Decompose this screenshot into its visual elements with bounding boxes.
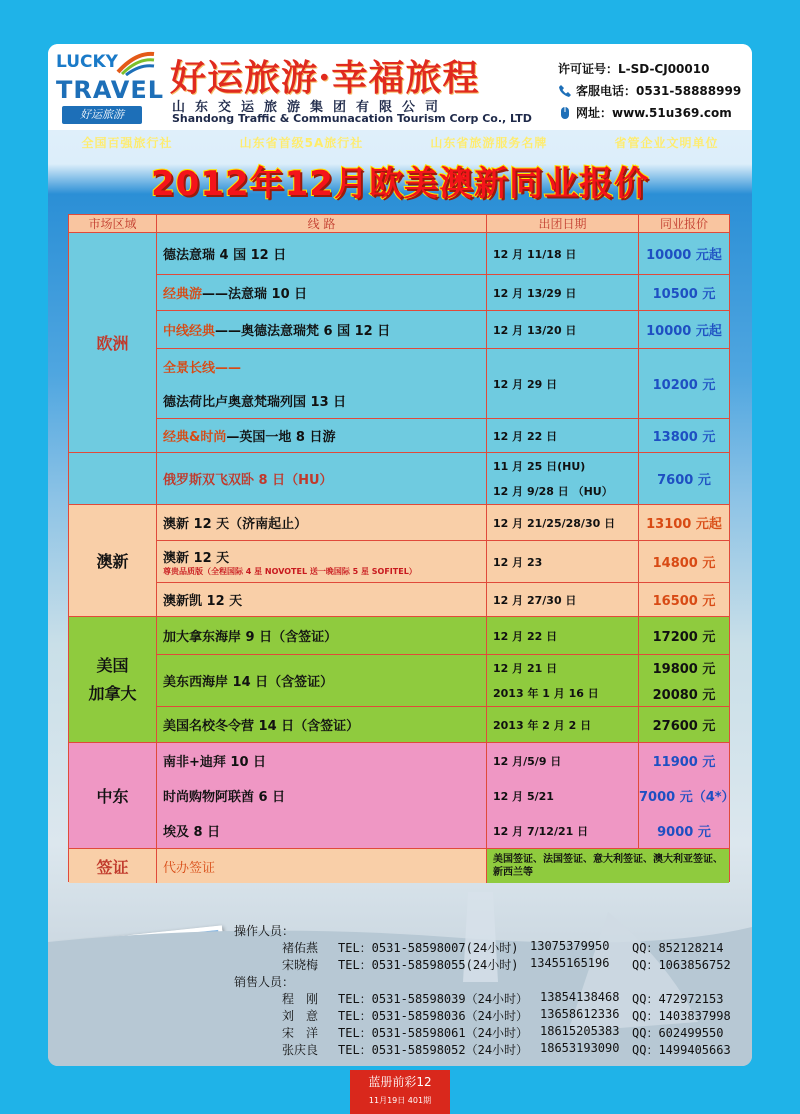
- date-cell: [487, 233, 639, 275]
- price-text: 10200 元: [652, 378, 716, 393]
- date-cell: [487, 505, 639, 541]
- staff-name: 褚佑燕: [282, 941, 319, 955]
- badge-4: 省管企业文明单位: [614, 136, 719, 150]
- staff-row: [234, 1007, 731, 1024]
- price-cell: [639, 617, 729, 655]
- header: [48, 44, 752, 130]
- date-text: 12 月 9/28 日 （HU）: [493, 485, 613, 499]
- staff-tel: TEL：0531-58598007(24小时): [338, 941, 519, 955]
- price-text: 11900 元: [652, 755, 716, 770]
- table-row: [157, 583, 487, 617]
- price-text: 10000 元起: [646, 248, 722, 263]
- table-row: [157, 349, 487, 419]
- honor-badges: [48, 132, 752, 154]
- slogan: 好运旅游·幸福旅程: [170, 57, 480, 99]
- staff-row: [234, 1041, 731, 1058]
- region-europe: 欧洲: [69, 233, 157, 453]
- date-text: 12 月 11/18 日: [493, 247, 577, 261]
- table-row: [157, 707, 487, 743]
- header-route: 线 路: [157, 215, 487, 233]
- date-text: 12 月 5/21: [493, 789, 554, 803]
- staff-tel: TEL：0531-58598061（24小时）: [338, 1026, 529, 1040]
- region-canada: 加拿大: [88, 683, 137, 703]
- badge-1: 全国百强旅行社: [81, 136, 173, 150]
- staff-tel: TEL：0531-58598036（24小时）: [338, 1009, 529, 1023]
- region-aus-nz: 澳新: [69, 505, 157, 617]
- price-text: 27600 元: [652, 719, 716, 734]
- price-text: 20080 元: [652, 687, 716, 703]
- page-footer: [350, 1070, 450, 1114]
- route-text: 加大拿东海岸 9 日（含签证）: [163, 630, 338, 645]
- date-text: 12 月/5/9 日: [493, 754, 562, 768]
- lucky-travel-logo: [54, 50, 165, 124]
- date-text: 11 月 25 日(HU): [493, 459, 586, 473]
- table-row: [157, 311, 487, 349]
- price-cell: [639, 233, 729, 275]
- staff-tel: TEL：0531-58598052（24小时）: [338, 1043, 529, 1057]
- phone-row: [558, 80, 741, 102]
- date-text: 12 月 22 日: [493, 629, 558, 643]
- price-text: 14800 元: [652, 556, 716, 571]
- table-row: [157, 849, 487, 883]
- staff-contacts: [234, 922, 731, 1058]
- price-cell: [639, 707, 729, 743]
- date-cell: [487, 419, 639, 453]
- staff-qq: QQ：602499550: [632, 1026, 724, 1040]
- price-text: 13100 元起: [646, 517, 722, 532]
- route-text: 中线经典: [163, 324, 216, 339]
- website: 网址：www.51u369.com: [576, 106, 732, 120]
- date-text: 12 月 13/20 日: [493, 323, 577, 337]
- date-cell: [487, 743, 639, 849]
- price-cell: [639, 743, 735, 849]
- route-text: 德法意瑞 4 国 12 日: [163, 248, 287, 263]
- date-cell: [487, 655, 639, 707]
- route-text: 全景长线——: [163, 360, 242, 376]
- badge-3: 山东省旅游服务名牌: [430, 136, 548, 150]
- license-row: [558, 58, 741, 80]
- price-text: 7000 元（4*）: [639, 790, 735, 805]
- date-cell: [487, 349, 639, 419]
- staff-row: [234, 990, 724, 1007]
- route-note: 尊贵品质版（全程国际 4 星 NOVOTEL 送一晚国际 5 星 SOFITEL）: [163, 566, 417, 576]
- date-cell: [487, 707, 639, 743]
- staff-name: 宋 洋: [282, 1026, 319, 1040]
- staff-name: 程 刚: [282, 992, 319, 1006]
- route-text: ——法意瑞 10 日: [202, 287, 308, 302]
- date-text: 2013 年 2 月 2 日: [493, 718, 592, 732]
- staff-name: 宋晓梅: [282, 958, 319, 972]
- staff-row: [234, 956, 731, 973]
- route-text: 经典&时尚: [163, 430, 227, 445]
- service-phone: 客服电话：0531-58888999: [576, 84, 742, 98]
- region-north-america: [69, 617, 157, 743]
- price-text: 16500 元: [652, 594, 716, 609]
- staff-mobile: 13075379950: [530, 939, 610, 953]
- region-usa: 美国: [96, 655, 129, 675]
- region-europe-russia: [69, 453, 157, 505]
- route-text: 美东西海岸 14 日（含签证）: [163, 675, 334, 690]
- staff-mobile: 18615205383: [540, 1024, 620, 1038]
- route-text: 南非+迪拜 10 日: [163, 755, 267, 770]
- staff-qq: QQ：472972153: [632, 992, 724, 1006]
- header-price: 同业报价: [639, 215, 729, 233]
- table-row: [157, 505, 487, 541]
- date-cell: [487, 617, 639, 655]
- price-cell: [639, 275, 729, 311]
- price-table: [68, 214, 735, 882]
- flyer-card: [48, 44, 752, 1066]
- table-row: [157, 419, 487, 453]
- price-text: 10500 元: [652, 287, 716, 302]
- date-cell: [487, 453, 639, 505]
- price-cell: [639, 311, 729, 349]
- logo-lucky-text: LUCKY: [56, 52, 118, 72]
- price-text: 19800 元: [652, 662, 716, 678]
- date-text: 2013 年 1 月 16 日: [493, 687, 599, 701]
- phone-icon: [558, 84, 572, 98]
- staff-tel: TEL：0531-58598055(24小时): [338, 958, 519, 972]
- header-date: 出团日期: [487, 215, 639, 233]
- license-text: 许可证号：L-SD-CJ00010: [558, 62, 710, 76]
- staff-qq: QQ：852128214: [632, 941, 724, 955]
- staff-row: [234, 1024, 724, 1041]
- route-text: 美国名校冬令营 14 日（含签证）: [163, 719, 360, 734]
- route-text: 时尚购物阿联酋 6 日: [163, 790, 286, 805]
- staff-qq: QQ：1499405663: [632, 1043, 731, 1057]
- staff-tel: TEL：0531-58598039（24小时）: [338, 992, 529, 1006]
- price-text: 10000 元起: [646, 324, 722, 339]
- visa-desc-cell: [487, 849, 729, 883]
- company-name-cn: 山东交运旅游集团有限公司: [172, 100, 449, 115]
- header-region: 市场区域: [69, 215, 157, 233]
- price-text: 17200 元: [652, 630, 716, 645]
- page-label: 蓝册前彩12: [368, 1075, 432, 1089]
- route-text: 德法荷比卢奥意梵瑞列国 13 日: [163, 395, 347, 411]
- table-row: [157, 275, 487, 311]
- price-text: 7600 元: [657, 473, 711, 488]
- route-text: —英国一地 8 日游: [226, 430, 336, 445]
- contact-block: [558, 58, 741, 124]
- badge-2: 山东省首级5A旅行社: [239, 136, 364, 150]
- date-text: 12 月 21 日: [493, 661, 558, 675]
- price-cell: [639, 419, 729, 453]
- staff-row: [234, 939, 724, 956]
- date-text: 12 月 23: [493, 555, 543, 569]
- route-text: 埃及 8 日: [163, 825, 221, 840]
- route-text: ——奥德法意瑞梵 6 国 12 日: [215, 324, 391, 339]
- price-text: 9000 元: [657, 825, 711, 840]
- staff-mobile: 13658612336: [540, 1007, 620, 1021]
- issue-label: 11月19日 401期: [368, 1096, 432, 1105]
- date-text: 12 月 27/30 日: [493, 593, 577, 607]
- price-cell: [639, 541, 729, 583]
- price-cell: [639, 349, 729, 419]
- date-text: 12 月 7/12/21 日: [493, 824, 589, 838]
- route-text: 代办签证: [163, 860, 216, 876]
- ops-label: 操作人员：: [234, 924, 295, 938]
- staff-qq: QQ：1063856752: [632, 958, 731, 972]
- table-row: [157, 233, 487, 275]
- date-text: 12 月 13/29 日: [493, 286, 577, 300]
- page-title: 2012年12月欧美澳新同业报价: [151, 164, 649, 204]
- table-row: [157, 541, 487, 583]
- date-text: 12 月 22 日: [493, 429, 558, 443]
- staff-name: 刘 意: [282, 1009, 319, 1023]
- route-text: 经典游: [163, 287, 203, 302]
- price-cell: [639, 655, 729, 707]
- table-row: [157, 453, 487, 505]
- table-row: [157, 655, 487, 707]
- date-cell: [487, 311, 639, 349]
- date-cell: [487, 541, 639, 583]
- price-text: 13800 元: [652, 430, 716, 445]
- staff-name: 张庆良: [282, 1043, 319, 1057]
- logo-travel-text: TRAVEL: [56, 76, 165, 104]
- region-visa: 签证: [69, 849, 157, 883]
- date-cell: [487, 583, 639, 617]
- staff-qq: QQ：1403837998: [632, 1009, 731, 1023]
- table-row: [157, 743, 487, 849]
- route-text: 澳新 12 天: [163, 550, 230, 566]
- staff-mobile: 13854138468: [540, 990, 620, 1004]
- price-cell: [639, 583, 729, 617]
- region-middle-east: 中东: [69, 743, 157, 849]
- price-cell: [639, 453, 729, 505]
- logo-script-text: 好运旅游: [62, 106, 142, 124]
- route-text: 俄罗斯双飞双卧 8 日（HU）: [163, 473, 333, 488]
- swoosh-icon: [116, 50, 156, 76]
- date-text: 12 月 21/25/28/30 日: [493, 516, 616, 530]
- mouse-icon: [558, 106, 572, 120]
- staff-mobile: 18653193090: [540, 1041, 620, 1055]
- sales-label: 销售人员：: [234, 975, 295, 989]
- route-text: 澳新凯 12 天: [163, 594, 243, 609]
- staff-mobile: 13455165196: [530, 956, 610, 970]
- date-text: 12 月 29 日: [493, 377, 558, 391]
- price-cell: [639, 505, 729, 541]
- date-cell: [487, 275, 639, 311]
- website-row: [558, 102, 741, 124]
- table-row: [157, 617, 487, 655]
- visa-desc: 美国签证、法国签证、意大利签证、澳大利亚签证、新西兰等: [493, 854, 723, 878]
- route-text: 澳新 12 天（济南起止）: [163, 517, 308, 532]
- company-name-en: Shandong Traffic & Communacation Tourism Corp Co., LTD: [172, 112, 532, 125]
